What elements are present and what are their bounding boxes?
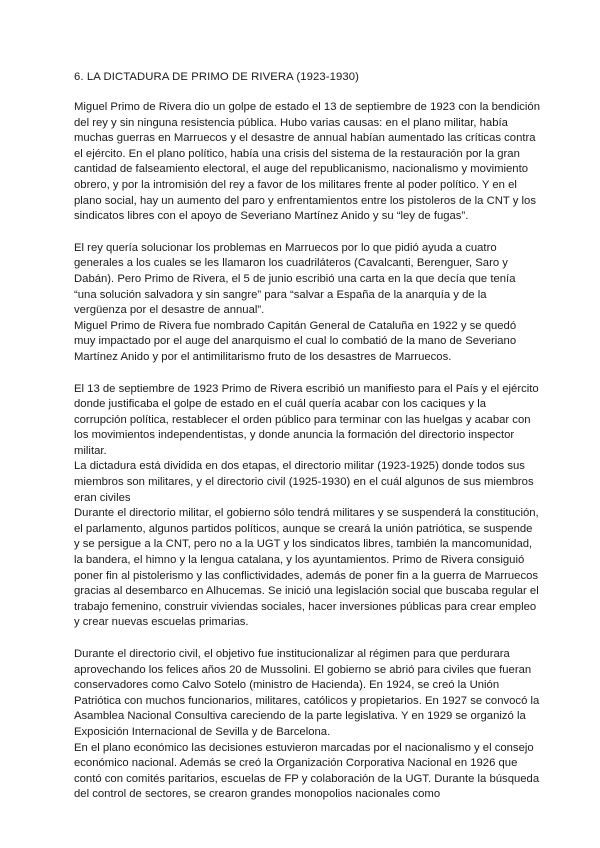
paragraph-stages: La dictadura está dividida en dos etapas, el directorio militar (1923-1925) donde todos sus miembros son militares, y el directorio civil (1925-1930) en el cuál algunos de sus miembros eran civiles <box>74 460 534 504</box>
paragraph-gap <box>74 631 540 647</box>
paragraph-economy: En el plano económico las decisiones estuvieron marcadas por el nacionalismo y el consejo económico nacional. Además se creó la Organización Corporativa Nacional en 1926 que contó con comités paritarios, escuelas de FP y colaboración de la UGT. Durante la búsqueda del control de sectores, se crearon grandes monopolios nacionales como <box>74 741 540 801</box>
paragraph-gap <box>74 225 540 241</box>
section-title: 6. LA DICTADURA DE PRIMO DE RIVERA (1923-1930) <box>74 71 360 83</box>
paragraph-civil-directory: Durante el directorio civil, el objetivo fue institucionalizar al régimen para que perdurara aprovechando los felices años 20 de Mussolini. El gobierno se abrió para civiles que fueran conservadores como Calvo Sotelo (ministro de Hacienda). En 1924, se creó la Unión Patriótica con muchos funcionarios, militares, católicos y propietarios. En 1927 se convocó la Asamblea Nacional Consultiva careciendo de la parte legislativa. Y en 1929 se organizó la Exposición Internacional de Sevilla y de Barcelona. <box>74 648 540 738</box>
paragraph-causes: Miguel Primo de Rivera dio un golpe de estado el 13 de septiembre de 1923 con la bendición del rey y sin ninguna resistencia pública. Hubo varias causas: en el plano militar, había muchas guerras en Marruecos y el desastre de annual habían aumentado las críticas contra el ejército. En el plano político, había una crisis del sistema de la restauración por la gran cantidad de falseamiento electoral, el auge del republicanismo, nacionalismo y movimiento obrero, y por la intromisión del rey a favor de los militares frente al poder político. Y en el plano social, hay un aumento del paro y enfrentamientos entre los pistoleros de la CNT y los sindicatos libres con el apoyo de Severiano Martínez Anido y su “ley de fugas”. <box>74 101 540 223</box>
paragraph-manifesto: El 13 de septiembre de 1923 Primo de Rivera escribió un manifiesto para el País y el ejército donde justificaba el golpe de estado en el cuál quería acabar con los caciques y la corrupción política, restablecer el orden público para terminar con las huelgas y acabar con los movimientos independentistas, y donde anuncia la formación del directorio inspector militar. <box>74 382 539 457</box>
paragraph-captain-general: Miguel Primo de Rivera fue nombrado Capitán General de Cataluña en 1922 y se quedó muy impactado por el auge del anarquismo el cual lo combatió de la mano de Severiano Martínez Anido y por el antimilitarismo fruto de los desastres de Marruecos. <box>74 319 517 363</box>
paragraph-king: El rey quería solucionar los problemas en Marruecos por lo que pidió ayuda a cuatro generales a los cuales se les llamaron los cuadriláteros (Cavalcanti, Berenguer, Saro y Dabán). Pero Primo de Rivera, el 5 de junio escribió una carta en la que decía que tenía “una solución salvadora y sin sangre” para “salvar a España de la anarquía y de la vergüenza por el desastre de annual”. <box>74 241 516 317</box>
paragraph-gap <box>74 366 540 382</box>
paragraph-military-directory: Durante el directorio militar, el gobierno sólo tendrá militares y se suspenderá la constitución, el parlamento, algunos partidos políticos, aunque se creará la unión patriótica, se suspende y se persigue a la CNT, pero no a la UGT y los sindicatos libres, también la mancomunidad, la bandera, el himno y la lengua catalana, y los ayuntamientos. Primo de Rivera consiguió poner fin al pistolerismo y las conflictividades, además de poner fin a la guerra de Marruecos gracias al desembarco en Alhucemas. Se inició una legislación social que buscaba regular el trabajo femenino, construir viviendas sociales, hacer inversiones públicas para crear empleo y crear nuevas escuelas primarias. <box>74 507 539 629</box>
